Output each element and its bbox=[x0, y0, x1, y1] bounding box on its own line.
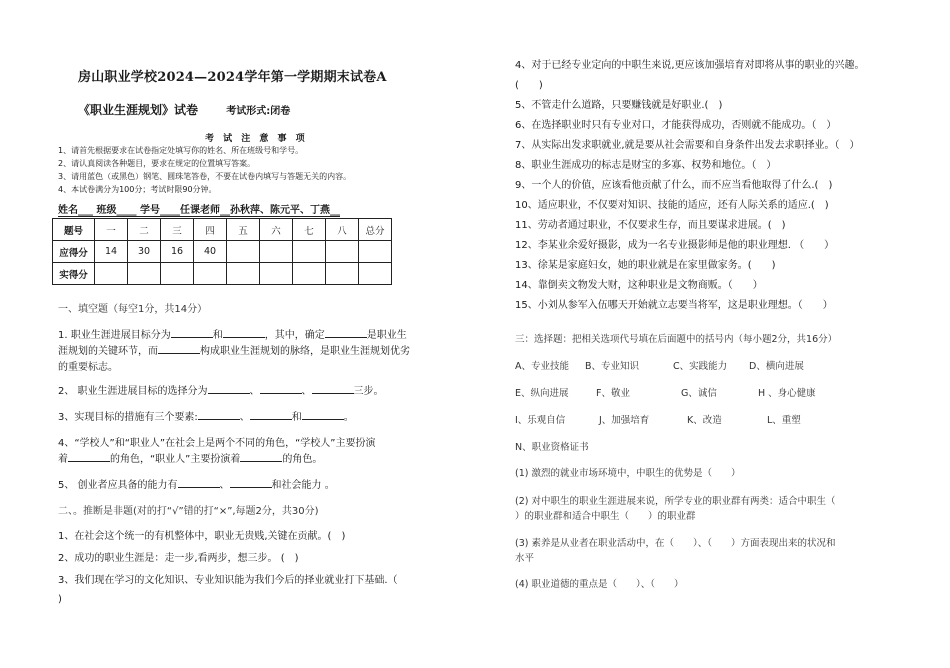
score-cell: 16 bbox=[161, 241, 194, 263]
score-header-cell: 总分 bbox=[359, 219, 392, 241]
notes-list bbox=[58, 144, 351, 196]
judge-item-cont: ( ) bbox=[515, 80, 543, 91]
score-header-cell: 八 bbox=[326, 219, 359, 241]
judge-item: 11、劳动者通过职业，不仅要求生存，而且要谋求进展。( ) bbox=[515, 220, 786, 231]
q-text: 涯规划的关键环节，而 bbox=[58, 346, 158, 357]
score-header-cell: 六 bbox=[260, 219, 293, 241]
judge-item: 4、对于已经专业定向的中职生来说,更应该加强培育对即将从事的职业的兴趣。 bbox=[515, 60, 865, 71]
score-input-cell[interactable] bbox=[326, 263, 359, 285]
score-cell bbox=[326, 241, 359, 263]
choice-q3-line2: 水平 bbox=[515, 553, 535, 564]
option: F、敬业 bbox=[596, 388, 630, 399]
answer-blank[interactable] bbox=[230, 487, 272, 488]
option-row bbox=[515, 413, 801, 429]
choice-q2-line2: ）的职业群和适合中职生（ ）的职业群 bbox=[515, 511, 696, 522]
q-text: 、 bbox=[239, 412, 250, 423]
judge-item: 2、成功的职业生涯是：走一步,看两步，想三步。 ( ) bbox=[58, 553, 299, 564]
score-header-cell: 四 bbox=[194, 219, 227, 241]
score-header-cell: 一 bbox=[95, 219, 128, 241]
score-input-cell[interactable] bbox=[293, 263, 326, 285]
course-name: 《职业生涯规划》试卷 bbox=[78, 103, 199, 117]
q-text: 是职业生 bbox=[366, 330, 407, 341]
q-text: 、 bbox=[219, 480, 230, 491]
judge-item: 9、一个人的价值，应该看他贡献了什么，而不应当看他取得了什么.( ) bbox=[515, 180, 833, 191]
q-text: 的角色。 bbox=[282, 454, 323, 465]
notes-heading: 考 试 注 意 事 项 bbox=[205, 134, 308, 144]
q-text: 三步。 bbox=[353, 386, 384, 397]
score-header-row bbox=[53, 219, 392, 241]
note-item: 2、请认真阅读各种题目，要求在规定的位置填写答案。 bbox=[58, 159, 256, 168]
answer-blank[interactable] bbox=[68, 461, 110, 462]
option: B、专业知识 bbox=[585, 361, 640, 372]
score-input-cell[interactable] bbox=[161, 263, 194, 285]
judge-item: 12、李某业余爱好摄影，成为一名专业摄影师是他的职业理想. （ ） bbox=[515, 240, 835, 251]
judge-item: 7、从实际出发求职就业,就是要从社会需要和自身条件出发去求职择业。（ ） bbox=[515, 140, 860, 151]
option: G、诚信 bbox=[681, 388, 717, 399]
section3-title: 三：选择题：把相关选项代号填在后面题中的括号内（每小题2分，共16分） bbox=[515, 334, 838, 345]
score-input-cell[interactable] bbox=[359, 263, 392, 285]
score-cell bbox=[293, 241, 326, 263]
course-subtitle bbox=[78, 101, 290, 118]
fill-q5 bbox=[58, 478, 335, 494]
score-cell bbox=[359, 241, 392, 263]
q-text: ，其中，确定 bbox=[264, 330, 325, 341]
score-input-cell[interactable] bbox=[95, 263, 128, 285]
exam-title: 房山职业学校2024—2024学年第一学期期末试卷A bbox=[78, 70, 387, 85]
option-row bbox=[515, 359, 804, 375]
answer-blank[interactable] bbox=[208, 393, 250, 394]
judge-item: 13、徐某是家庭妇女，她的职业就是在家里做家务。( ) bbox=[515, 260, 776, 271]
section1-title: 一、填空题（每空1分，共14分） bbox=[58, 304, 208, 315]
judge-item: 15、小刘从参军入伍哪天开始就立志要当将军，这是职业理想。（ ） bbox=[515, 300, 833, 311]
answer-blank[interactable] bbox=[198, 419, 240, 420]
q-text: 和 bbox=[212, 330, 223, 341]
student-info-line: 姓名___ 班级____ 学号____任课老师__孙秋萍、陈元平、丁燕__ bbox=[58, 201, 340, 217]
q-text: 3、实现目标的措施有三个要素: bbox=[58, 412, 198, 423]
answer-blank[interactable] bbox=[302, 419, 344, 420]
answer-blank[interactable] bbox=[250, 419, 292, 420]
score-row-label: 应得分 bbox=[53, 241, 95, 263]
answer-blank[interactable] bbox=[312, 393, 354, 394]
answer-blank[interactable] bbox=[240, 461, 282, 462]
option: H 、身心健康 bbox=[758, 388, 816, 399]
score-header-cell: 二 bbox=[128, 219, 161, 241]
fill-q1-line3: 的重要标志。 bbox=[58, 362, 118, 373]
q-text: 、 bbox=[301, 386, 312, 397]
q-text: 的角色，“职业人”主要扮演着 bbox=[110, 454, 241, 465]
option: L、重塑 bbox=[767, 415, 801, 426]
q-text: 、 bbox=[249, 386, 260, 397]
fill-q1-line2 bbox=[58, 344, 410, 360]
option: C、实践能力 bbox=[673, 361, 728, 372]
option: I、乐观自信 bbox=[515, 415, 566, 426]
fill-q4-line1: 4、“学校人”和“职业人”在社会上是两个不同的角色，“学校人”主要扮演 bbox=[58, 438, 376, 449]
option: K、改造 bbox=[687, 415, 722, 426]
choice-q4: (4) 职业道德的重点是（ ）、（ ） bbox=[515, 579, 684, 590]
score-row-label: 实得分 bbox=[53, 263, 95, 285]
fill-q1-line1 bbox=[58, 328, 407, 344]
judge-item: 6、在选择职业时只有专业对口，才能获得成功，否则就不能成功。（ ） bbox=[515, 120, 837, 131]
q-text: 。 bbox=[343, 412, 354, 423]
score-table bbox=[52, 218, 392, 285]
judge-item: 3、我们现在学习的文化知识、专业知识能为我们今后的择业就业打下基础.（ bbox=[58, 575, 398, 586]
judge-item-cont: ) bbox=[58, 594, 62, 605]
score-cell bbox=[227, 241, 260, 263]
score-header-cell: 题号 bbox=[53, 219, 95, 241]
judge-item: 8、职业生涯成功的标志是财宝的多寡、权势和地位。（ ） bbox=[515, 160, 777, 171]
answer-blank[interactable] bbox=[171, 337, 213, 338]
answer-blank[interactable] bbox=[223, 337, 265, 338]
section2-title: 二、。推断是非题(对的打“√”错的打“×”,每题2分，共30分) bbox=[58, 506, 319, 517]
option: A、专业技能 bbox=[515, 361, 569, 372]
score-input-cell[interactable] bbox=[128, 263, 161, 285]
option-row bbox=[515, 440, 589, 456]
q-text: 和社会能力 。 bbox=[271, 480, 335, 491]
option: D、横向进展 bbox=[749, 361, 804, 372]
fill-q4-line2 bbox=[58, 452, 322, 468]
note-item: 3、请用蓝色（或黑色）钢笔、圆珠笔答卷，不要在试卷内填写与答题无关的内容。 bbox=[58, 172, 352, 181]
score-cell bbox=[260, 241, 293, 263]
option: N、职业资格证书 bbox=[515, 442, 589, 453]
score-input-cell[interactable] bbox=[260, 263, 293, 285]
note-item: 4、本试卷满分为100分；考试时限90分钟。 bbox=[58, 185, 217, 194]
choice-q3-line1: (3) 素养是从业者在职业活动中，在（ ）、（ ）方面表现出来的状况和 bbox=[515, 538, 836, 549]
q-text: 着 bbox=[58, 454, 68, 465]
choice-q2-line1: (2) 对中职生的职业生涯进展来说，所学专业的职业群有两类：适合中职生（ bbox=[515, 496, 836, 507]
judge-item: 14、靠倒卖文物发大财，这种职业是文物商贩。（ ） bbox=[515, 280, 763, 291]
score-cell: 14 bbox=[95, 241, 128, 263]
score-input-cell[interactable] bbox=[227, 263, 260, 285]
answer-blank[interactable] bbox=[325, 337, 367, 338]
exam-form: 考试形式:闭卷 bbox=[226, 106, 291, 117]
choice-q1: (1) 激烈的就业市场环境中，中职生的优势是（ ） bbox=[515, 468, 741, 479]
score-input-cell[interactable] bbox=[194, 263, 227, 285]
q-text: 和 bbox=[291, 412, 302, 423]
score-cell: 30 bbox=[128, 241, 161, 263]
score-header-cell: 七 bbox=[293, 219, 326, 241]
option: J、加强培育 bbox=[599, 415, 650, 426]
score-header-cell: 五 bbox=[227, 219, 260, 241]
fill-q3 bbox=[58, 410, 354, 426]
option-row bbox=[515, 386, 816, 402]
score-cell: 40 bbox=[194, 241, 227, 263]
q-text: 构成职业生涯规划的脉络，是职业生涯规划优劣 bbox=[200, 346, 410, 357]
judge-item: 10、适应职业，不仅要对知识、技能的适应，还有人际关系的适应.( ) bbox=[515, 200, 829, 211]
fill-q2 bbox=[58, 384, 384, 400]
score-due-row bbox=[53, 241, 392, 263]
answer-blank[interactable] bbox=[178, 487, 220, 488]
judge-item: 5、不管走什么道路，只要赚钱就是好职业.( ) bbox=[515, 100, 723, 111]
q-text: 2、 职业生涯进展目标的选择分为 bbox=[58, 386, 208, 397]
note-item: 1、请首先根据要求在试卷指定处填写你的姓名、所在班级号和学号。 bbox=[58, 146, 304, 155]
answer-blank[interactable] bbox=[260, 393, 302, 394]
score-header-cell: 三 bbox=[161, 219, 194, 241]
judge-item: 1、在社会这个统一的有机整体中，职业无贵贱,关键在贡献。( ) bbox=[58, 531, 346, 542]
q-text: 5、 创业者应具备的能力有 bbox=[58, 480, 178, 491]
q-text: 1. 职业生涯进展目标分为 bbox=[58, 330, 171, 341]
option: E、纵向进展 bbox=[515, 388, 569, 399]
answer-blank[interactable] bbox=[158, 353, 200, 354]
score-got-row bbox=[53, 263, 392, 285]
